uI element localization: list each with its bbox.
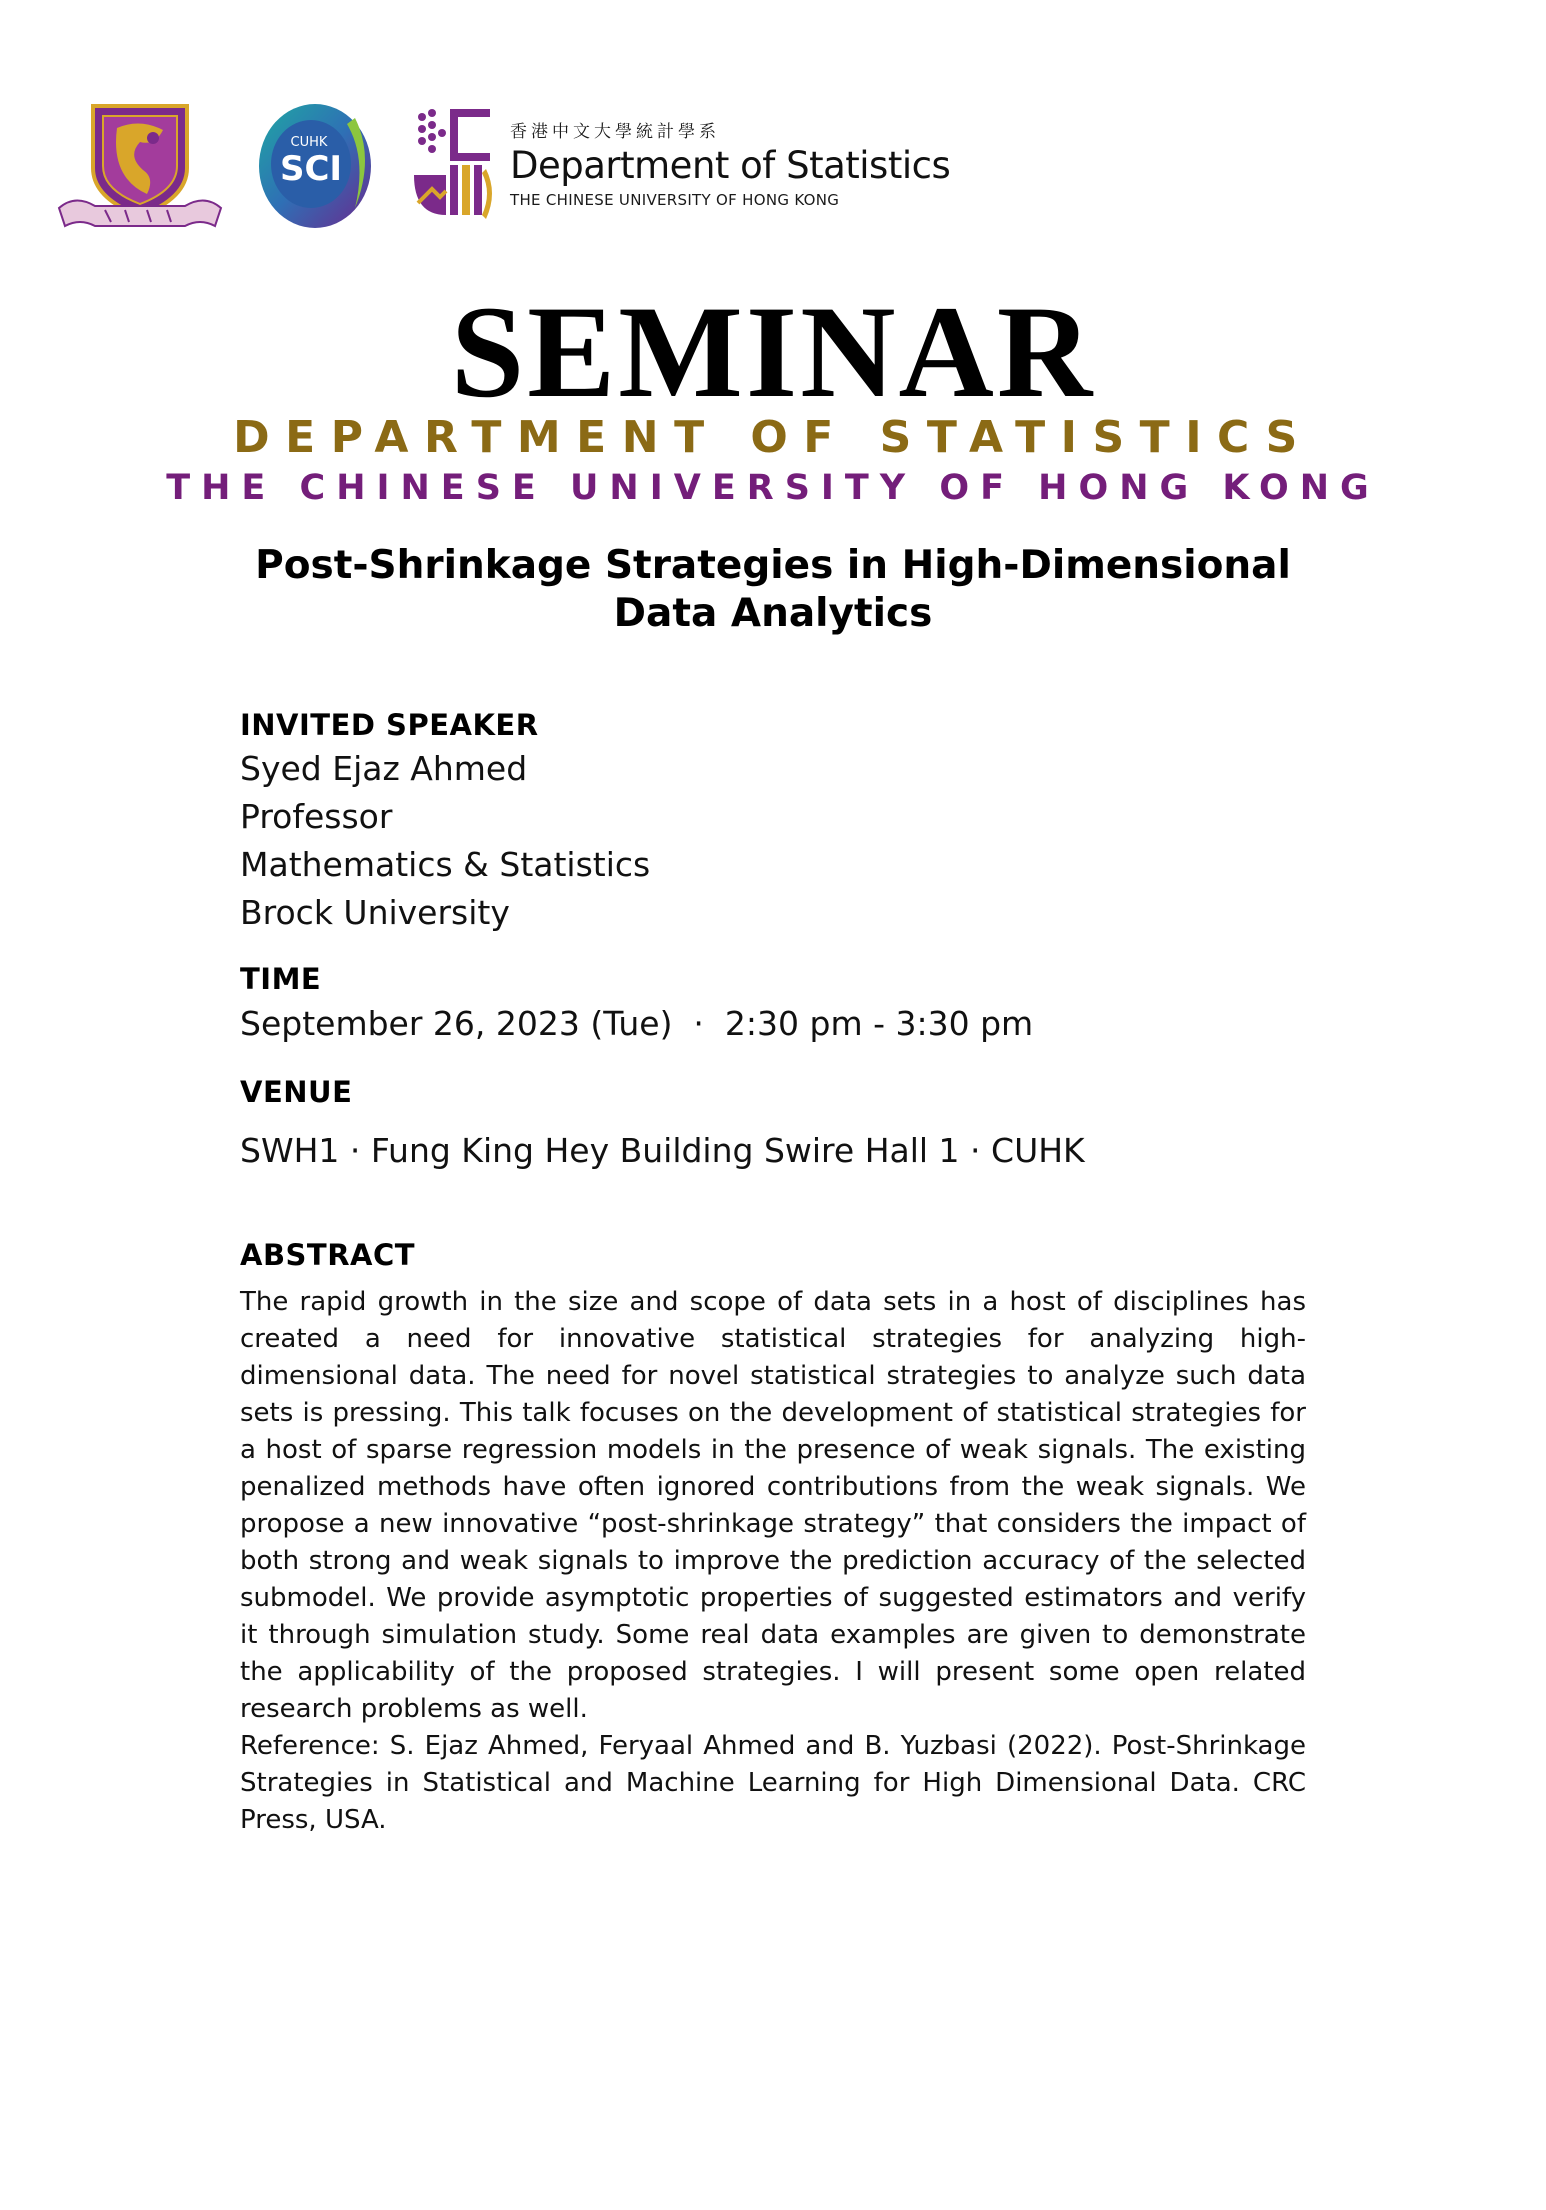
sci-badge-main-text: SCI <box>279 149 343 189</box>
department-logo-name: Department of Statistics <box>510 143 951 187</box>
venue-label: VENUE <box>240 1075 353 1109</box>
abstract-reference: Reference: S. Ejaz Ahmed, Feryaal Ahmed and B. Yuzbasi (2022). Post-Shrinkage Strategies in Statistical and Machine Learning for High Dimensional Data. CRC Press, USA. <box>240 1731 1306 1835</box>
sci-badge-top-text: CUHK <box>290 135 328 150</box>
department-heading: DEPARTMENT OF STATISTICS <box>233 412 1313 463</box>
venue-value: SWH1 · Fung King Hey Building Swire Hall 1 · CUHK <box>240 1131 1085 1170</box>
speaker-name: Syed Ejaz Ahmed <box>240 749 528 788</box>
cuhk-crest-icon <box>55 98 225 233</box>
speaker-label: INVITED SPEAKER <box>240 708 539 742</box>
university-heading: THE CHINESE UNIVERSITY OF HONG KONG <box>166 468 1380 508</box>
speaker-department: Mathematics & Statistics <box>240 845 651 884</box>
statistics-mark-icon <box>410 103 498 228</box>
seminar-heading: SEMINAR <box>450 278 1096 425</box>
time-value: September 26, 2023 (Tue) · 2:30 pm - 3:30 pm <box>240 1004 1034 1043</box>
speaker-affiliation: Brock University <box>240 893 510 932</box>
abstract-label: ABSTRACT <box>240 1238 416 1272</box>
talk-title-line-2: Data Analytics <box>613 591 933 636</box>
logo-bar <box>55 98 950 233</box>
university-logo-name: THE CHINESE UNIVERSITY OF HONG KONG <box>510 190 840 209</box>
abstract-text: The rapid growth in the size and scope of data sets in a host of disciplines has created a need for innovative statistical strategies for analyzing high-dimensional data. The need for novel statistical strategies to analyze such data sets is pressing. This talk focuses on the development of statistical strategies for a host of sparse regression models in the presence of weak signals. The existing penalized methods have often ignored contributions from the weak signals. We propose a new innovative “post-shrinkage strategy” that considers the impact of both strong and weak signals to improve the prediction accuracy of the selected submodel. We provide asymptotic properties of suggested estimators and verify it through simulation study. Some real data examples are given to demonstrate the applicability of the proposed strategies. I will present some open related research problems as well. <box>240 1287 1306 1724</box>
statistics-department-logo <box>410 103 950 228</box>
time-label: TIME <box>240 962 322 996</box>
abstract-body <box>240 1284 1306 1839</box>
cuhk-sci-badge-icon <box>255 98 375 233</box>
talk-title <box>200 542 1346 638</box>
speaker-position: Professor <box>240 797 393 836</box>
talk-title-line-1: Post-Shrinkage Strategies in High-Dimensional <box>255 543 1291 588</box>
department-chinese-name: 香港中文大學統計學系 <box>510 121 720 142</box>
